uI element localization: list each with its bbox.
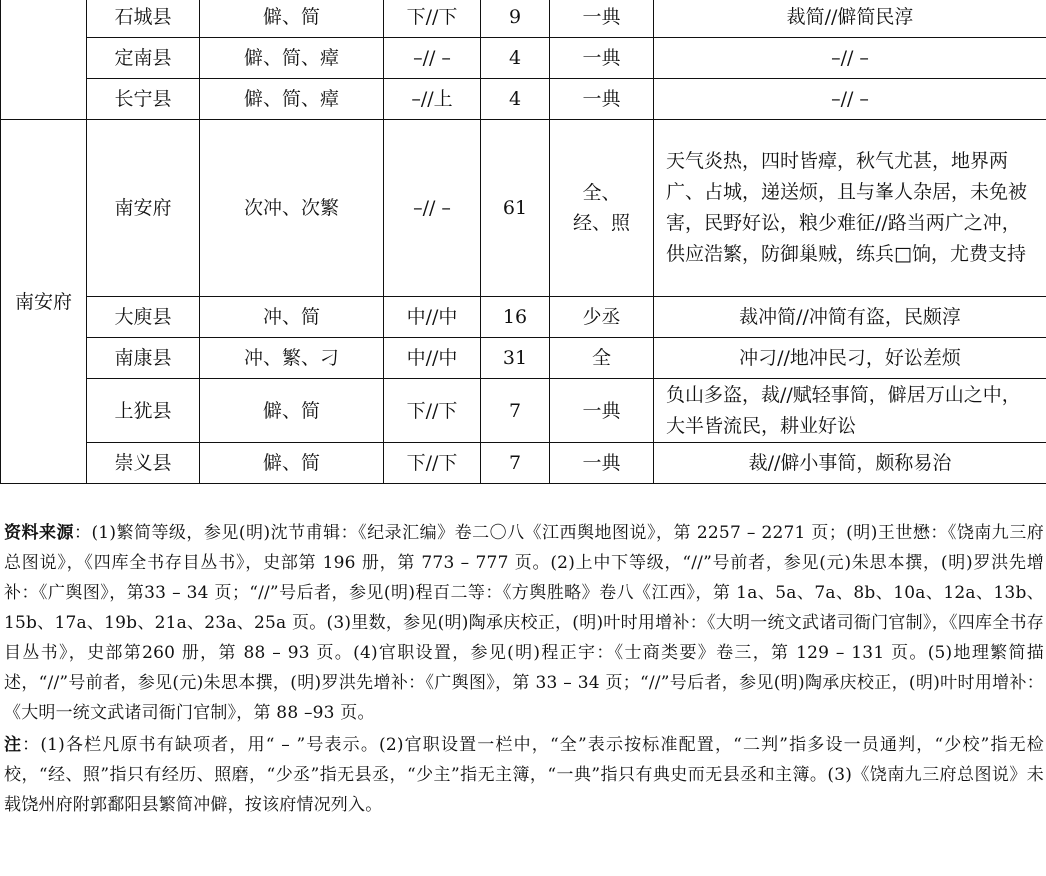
- table-row: [1, 379, 1046, 443]
- county-name: 南康县: [87, 338, 200, 379]
- li-cell: 7: [481, 443, 550, 484]
- county-name: 长宁县: [87, 79, 200, 120]
- source-paragraph: [4, 518, 1044, 728]
- note-label: 注: [4, 735, 23, 755]
- note-paragraph: [4, 730, 1044, 820]
- li-cell: 16: [481, 297, 550, 338]
- grade-cell: 下//下: [384, 443, 481, 484]
- source-label: 资料来源: [4, 523, 74, 543]
- grade-cell: 中//中: [384, 338, 481, 379]
- level-cell: 僻、简: [200, 379, 384, 443]
- grade-cell: 中//中: [384, 297, 481, 338]
- table-row: [1, 443, 1046, 484]
- level-cell: 冲、繁、刁: [200, 338, 384, 379]
- desc-cell: 负山多盗，裁//赋轻事简，僻居万山之中，大半皆流民，耕业好讼: [654, 379, 1046, 443]
- posts-cell: 一典: [550, 379, 654, 443]
- table-row: [1, 338, 1046, 379]
- region-cell: 南安府: [1, 120, 87, 484]
- county-name: 石城县: [87, 0, 200, 38]
- county-name: 定南县: [87, 38, 200, 79]
- region-cell-empty: [1, 0, 87, 120]
- county-name: 大庾县: [87, 297, 200, 338]
- source-text: ：(1)繁简等级，参见(明)沈节甫辑：《纪录汇编》卷二〇八《江西舆地图说》，第 2257 – 2271 页；(明)王世懋：《饶南九三府总图说》，《四库全书存目丛书》，史部第 196 册，第 773 – 777 页。(2)上中下等级，“//”号前者，参见(元)朱思本撰，(明)罗洪先增补：《广舆图》，第33 – 34 页；“//”号后者，参见(明)程百二等：《方舆胜略》卷八《江西》，第 1a、5a、7a、8b、10a、12a、13b、15b、17a、19b、21a、23a、25a 页。(3)里数，参见(明)陶承庆校正，(明)叶时用增补：《大明一统文武诸司衙门官制》，《四库全书存目丛书》，史部第260 册，第 88 – 93 页。(4)官职设置，参见(明)程正宇：《士商类要》卷三，第 129 – 131 页。(5)地理繁简描述，“//”号前者，参见(元)朱思本撰，(明)罗洪先增补：《广舆图》，第 33 – 34 页；“//”号后者，参见(明)陶承庆校正，(明)叶时用增补：《大明一统文武诸司衙门官制》，第 88 –93 页。: [4, 523, 1044, 723]
- li-cell: 4: [481, 38, 550, 79]
- level-cell: 僻、简、瘴: [200, 79, 384, 120]
- county-name: 上犹县: [87, 379, 200, 443]
- posts-cell: 少丞: [550, 297, 654, 338]
- desc-cell: 裁冲简//冲简有盗，民颇淳: [654, 297, 1046, 338]
- level-cell: 僻、简、瘴: [200, 38, 384, 79]
- desc-cell: –// –: [654, 79, 1046, 120]
- posts-cell: 全、经、照: [550, 120, 654, 297]
- level-cell: 冲、简: [200, 297, 384, 338]
- desc-cell: 裁简//僻简民淳: [654, 0, 1046, 38]
- county-name: 南安府: [87, 120, 200, 297]
- table-notes: [4, 518, 1044, 822]
- li-cell: 61: [481, 120, 550, 297]
- grade-cell: 下//下: [384, 379, 481, 443]
- grade-cell: 下//下: [384, 0, 481, 38]
- note-text: ：(1)各栏凡原书有缺项者，用“ – ”号表示。(2)官职设置一栏中，“全”表示按标准配置，“二判”指多设一员通判，“少校”指无检校，“经、照”指只有经历、照磨，“少丞”指无县丞，“少主”指无主簿，“一典”指只有典史而无县丞和主簿。(3)《饶南九三府总图说》未载饶州府附郭鄱阳县繁简冲僻，按该府情况列入。: [4, 735, 1044, 815]
- grade-cell: –//上: [384, 79, 481, 120]
- posts-cell: 一典: [550, 443, 654, 484]
- table-row: [1, 38, 1046, 79]
- grade-cell: –// –: [384, 38, 481, 79]
- county-name: 崇义县: [87, 443, 200, 484]
- posts-cell: 全: [550, 338, 654, 379]
- li-cell: 7: [481, 379, 550, 443]
- grade-cell: –// –: [384, 120, 481, 297]
- desc-cell: –// –: [654, 38, 1046, 79]
- li-cell: 9: [481, 0, 550, 38]
- level-cell: 次冲、次繁: [200, 120, 384, 297]
- table-row: [1, 0, 1046, 38]
- table-row: [1, 120, 1046, 297]
- desc-cell: 冲刁//地冲民刁，好讼差烦: [654, 338, 1046, 379]
- desc-cell: 裁//僻小事简，颇称易治: [654, 443, 1046, 484]
- level-cell: 僻、简: [200, 0, 384, 38]
- table-row: [1, 297, 1046, 338]
- posts-cell: 一典: [550, 0, 654, 38]
- li-cell: 31: [481, 338, 550, 379]
- table-row: [1, 79, 1046, 120]
- posts-cell: 一典: [550, 79, 654, 120]
- li-cell: 4: [481, 79, 550, 120]
- desc-cell: 天气炎热，四时皆瘴，秋气尤甚，地界两广、占城，递送烦，且与峯人杂居，未免被害，民野好讼，粮少难征//路当两广之冲，供应浩繁，防御巢贼，练兵□饷，尤费支持: [654, 120, 1046, 297]
- level-cell: 僻、简: [200, 443, 384, 484]
- posts-cell: 一典: [550, 38, 654, 79]
